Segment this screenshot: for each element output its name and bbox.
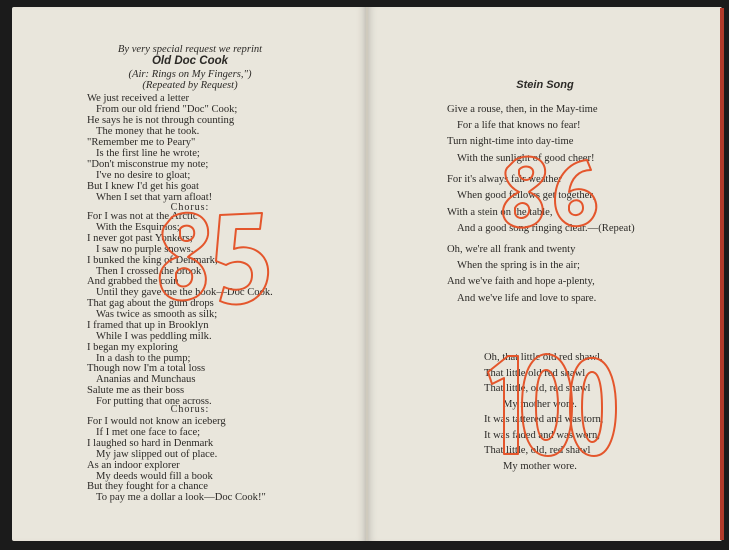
shawl-line-line: My mother wore. <box>503 398 577 410</box>
chorus-line: As an indoor explorer <box>87 459 180 471</box>
chorus-line: My jaw slipped out of place. <box>96 448 218 460</box>
verse-line: We just received a letter <box>87 93 190 104</box>
stein-line-line: And we've faith and hope a-plenty, <box>447 276 595 288</box>
chorus-line: For I was not at the Arctic <box>87 211 198 222</box>
song-title-old-doc-cook: Old Doc Cook <box>151 55 229 67</box>
verse-line: For putting that one across. <box>96 396 212 408</box>
verse-line: I framed that up in Brooklyn <box>87 319 209 331</box>
stein-line-line: Turn night-time into day-time <box>447 136 574 148</box>
stein-line-line: When the spring is in the air; <box>457 260 580 272</box>
verse-line: Salute me as their boss <box>87 385 185 397</box>
chorus-1-label: Chorus: <box>170 202 210 213</box>
chorus-line: And grabbed the coin <box>87 276 179 288</box>
stein-line-line: When good fellows get together, <box>457 190 596 202</box>
verse-line: I began my exploring <box>87 341 178 353</box>
page-gutter <box>366 7 368 541</box>
verse-line: "Remember me to Peary" <box>87 137 196 148</box>
stein-line-line: With a stein on the table, <box>447 206 553 218</box>
verse-line: While I was peddling milk. <box>96 330 212 342</box>
air-line: (Air: Rings on My Fingers,") <box>128 69 252 80</box>
chorus-line: If I met one face to face; <box>96 426 201 438</box>
verse-line: Is the first line he wrote; <box>96 148 200 159</box>
stein-line-line: For it's always fair weather <box>447 174 562 185</box>
shawl-line-line: That little old red shawl, <box>484 367 588 379</box>
verse-line: In a dash to the pump; <box>96 352 191 364</box>
chorus-line: I saw no purple snows. <box>96 243 194 255</box>
intro-line: By very special request we reprint <box>117 44 263 55</box>
chorus-line: For I would not know an iceberg <box>87 416 226 427</box>
stein-line-line: For a life that knows no fear! <box>457 120 581 132</box>
stein-line-line: And we've life and love to spare. <box>457 292 597 304</box>
shawl-line-line: That little, old, red shawl <box>484 445 591 456</box>
chorus-line: I never got past Yonkers; <box>87 232 193 244</box>
chorus-line: My deeds would fill a book <box>96 470 213 482</box>
song-title-stein-song: Stein Song <box>516 79 574 91</box>
verse-line: He says he is not through counting <box>87 115 235 126</box>
verse-line: But I knew I'd get his goat <box>87 181 199 192</box>
chorus-line: But they fought for a chance <box>87 481 208 493</box>
chorus-line: To pay me a dollar a look—Doc Cook!" <box>96 492 266 504</box>
verse-line: When I set that yarn afloat! <box>96 192 213 203</box>
red-page-edge <box>720 8 724 540</box>
chorus-line: I bunked the king of Denmark, <box>87 254 218 266</box>
stein-line-line: And a good song ringing clear.—(Repeat) <box>457 223 635 235</box>
shawl-line-line: That little, old, red shawl <box>484 383 591 394</box>
verse-line: The money that he took. <box>96 126 200 137</box>
verse-line: Was twice as smooth as silk; <box>96 308 218 320</box>
stein-line-line: With the sunlight of good cheer! <box>457 152 595 164</box>
verse-line: "Don't misconstrue my note; <box>87 159 209 170</box>
stein-line-line: Give a rouse, then, in the May-time <box>447 104 598 115</box>
shawl-line-line: It was tattered and was torn, <box>484 414 604 425</box>
chorus-2-label: Chorus: <box>170 404 210 415</box>
verse-line: Though now I'm a total loss <box>87 363 206 375</box>
chorus-line: Then I crossed the brook <box>96 265 202 277</box>
stein-line-line: Oh, we're all frank and twenty <box>447 244 576 255</box>
shawl-line-line: My mother wore. <box>503 460 577 472</box>
shawl-line-line: Oh, that little old red shawl, <box>484 352 603 363</box>
verse-line: I've no desire to gloat; <box>96 170 191 181</box>
verse-line: From our old friend "Doc" Cook; <box>96 104 238 115</box>
repeated-line: (Repeated by Request) <box>142 80 238 91</box>
shawl-line-line: It was faded and was worn, <box>484 429 600 441</box>
verse-line: That gag about the gum drops <box>87 298 214 309</box>
chorus-line: With the Esquimos; <box>96 221 180 233</box>
chorus-line: I laughed so hard in Denmark <box>87 437 214 449</box>
chorus-line: Until they gave me the hook—Doc Cook. <box>96 287 273 299</box>
verse-line: Ananias and Munchaus <box>96 374 196 386</box>
